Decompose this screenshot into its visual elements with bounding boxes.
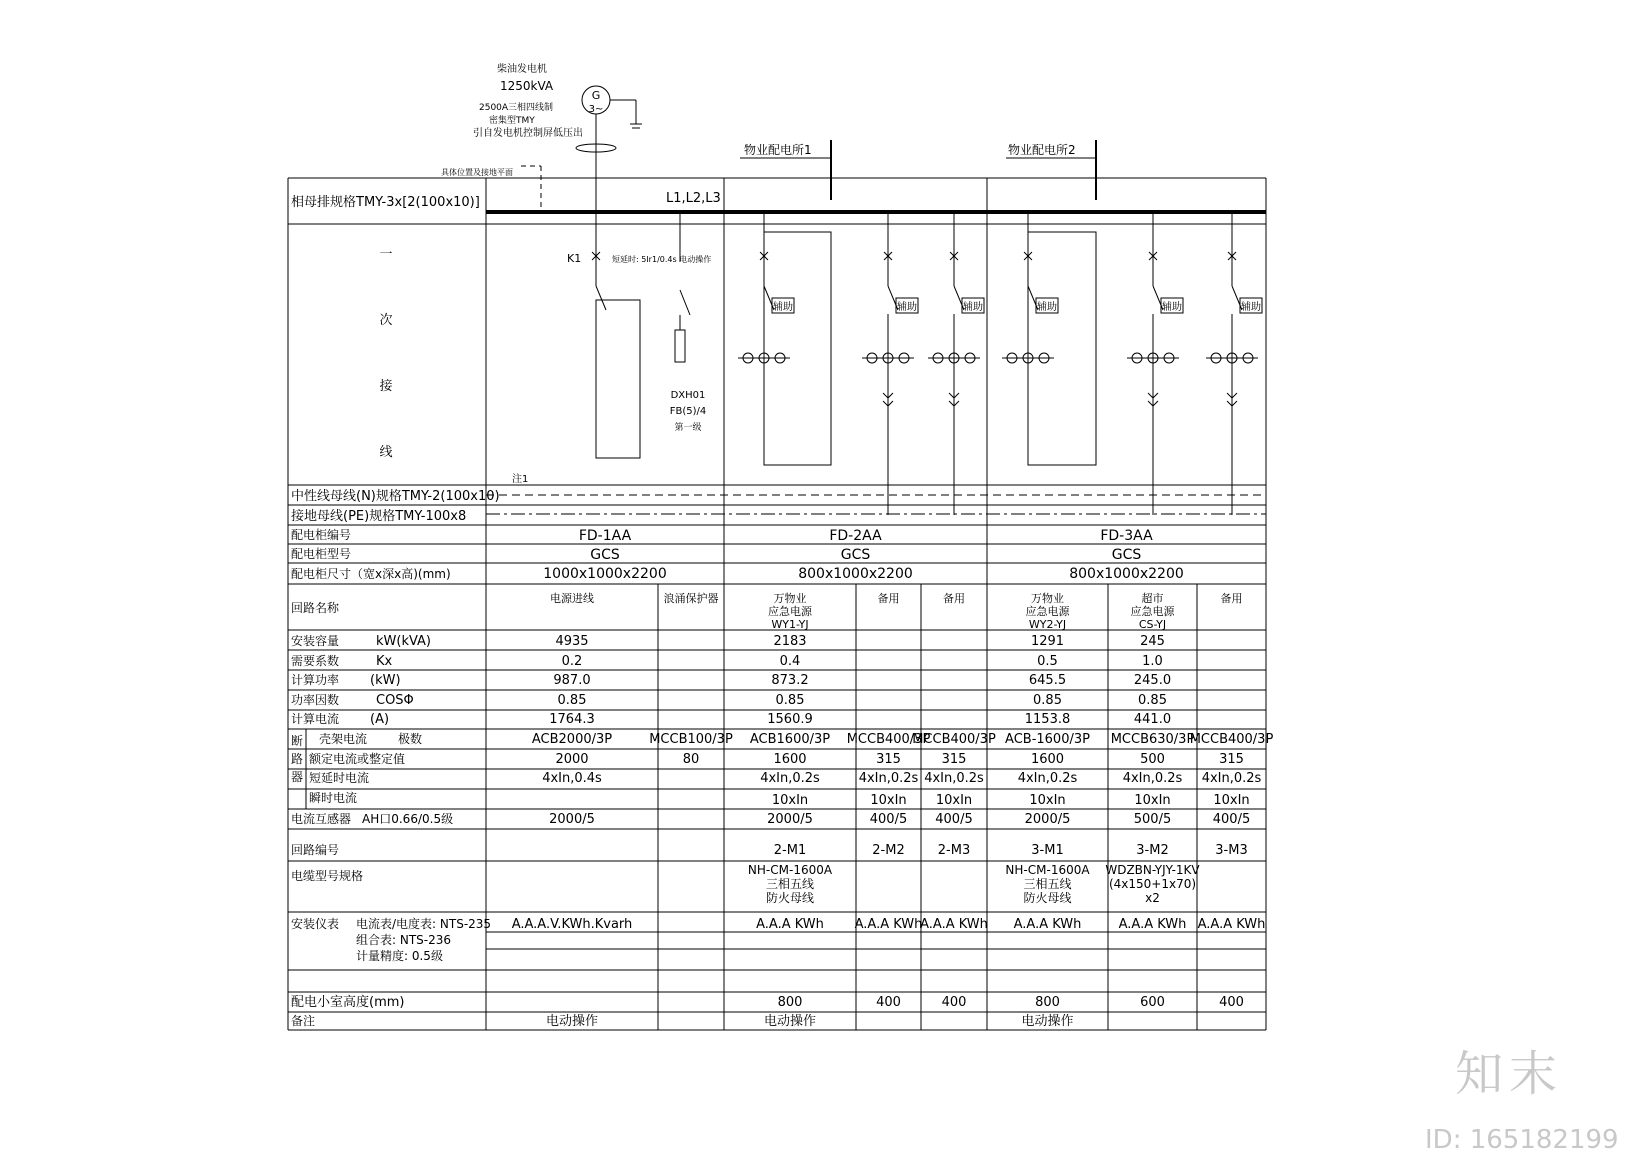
circuit-remark: 电动操作 [763,1014,817,1029]
main-breaker-note: 短延时: 5Ir1/0.4s 电动操作 [612,255,712,264]
row-header-meter-line: 组合表: NTS-236 [356,933,452,947]
watermark-logo: 知末 [1455,1046,1564,1102]
schedule-labels [291,62,1273,1029]
circuit-installed: 1291 [1030,634,1065,649]
circuit-calc-current: 1560.9 [767,712,813,727]
cabinet-number: FD-1AA [578,528,632,544]
spd-class: 第一级 [674,423,702,433]
circuit-remark: 电动操作 [545,1014,599,1029]
generator-note: 2500A三相四线制 [479,103,554,113]
row-header-circuit-no: 回路编号 [291,843,340,857]
wiring-diagram [486,86,1266,515]
row-header-breaker-poles: 极数 [398,732,423,746]
cable-chevron [1148,393,1153,398]
row-header-unit: COSΦ [376,693,414,708]
breaker-k1-label: K1 [567,252,582,265]
circuit-meters: A.A.A KWh [756,917,824,932]
spd-model: DXH01 [670,390,706,401]
circuit-name: 万物业 [1031,592,1064,605]
circuit-rated: 500 [1140,752,1165,767]
circuit-installed: 2183 [773,634,807,649]
circuit-installed: 4935 [555,634,589,649]
circuit-ct: 2000/5 [1024,812,1071,827]
generator-symbol-3: 3~ [588,104,604,115]
circuit-rated: 80 [682,752,700,767]
row-header-unit: Kx [376,654,393,669]
cabinet-model: GCS [840,547,871,563]
row-header-breaker-char: 器 [290,770,304,784]
circuit-calc-power: 873.2 [771,673,809,688]
circuit-meters: A.A.A KWh [1118,917,1187,932]
main-cable-loop-2 [764,232,831,465]
row-header-breaker-inst: 瞬时电流 [309,791,358,805]
circuit-breaker: MCCB630/3P [1110,732,1195,747]
circuit-inst: 10xIn [1134,793,1171,808]
circuit-cable: 防火母线 [765,891,815,905]
incoming-cable-loop [596,300,640,458]
circuit-inst: 10xIn [771,793,809,808]
circuit-name: 备用 [943,592,965,605]
circuit-cable: 三相五线 [765,877,815,891]
circuit-cable: NH-CM-1600A [747,863,833,877]
row-header-circuit-name: 回路名称 [291,601,340,615]
note1-label: 注1 [512,474,529,485]
circuit-inst: 10xIn [1213,793,1250,808]
circuit-rated: 1600 [773,752,807,767]
circuit-name: 浪涌保护器 [663,592,719,605]
circuit-name: WY2-YJ [1028,618,1067,631]
circuit-cable: x2 [1145,891,1160,905]
circuit-circuit-no: 3-M2 [1136,843,1169,858]
generator-note: 密集型TMY [489,116,535,126]
row-header-meter-line: 电流表/电度表: NTS-235 [356,917,492,931]
circuit-height: 400 [941,995,967,1010]
watermark-id: ID: 165182199 [1425,1125,1619,1155]
row-header-breaker-frame: 壳架电流 [319,732,368,746]
cabinet-model: GCS [1111,547,1142,563]
circuit-name: WY1-YJ [771,618,809,631]
circuit-meters: A.A.A KWh [920,917,988,932]
row-header-cable: 电缆型号规格 [291,869,364,883]
row-header-breaker-char: 断 [290,734,304,748]
ground-note: 具体位置及接地平面 [441,168,513,177]
circuit-short: 4xIn,0.2s [1017,771,1078,786]
circuit-short: 4xIn,0.4s [542,771,602,786]
row-header-main-bus: 相母排规格TMY-3x[2(100x10)] [291,195,480,210]
row-header-primary-char: 次 [379,313,393,328]
aux-label: 辅助 [1162,302,1182,313]
circuit-ct: 400/5 [935,812,973,827]
circuit-circuit-no: 2-M2 [872,843,905,858]
aux-label: 辅助 [1037,302,1057,313]
cable-chevron [888,393,893,398]
cabinet-number: FD-3AA [1100,528,1153,544]
circuit-pf: 0.85 [1033,693,1062,708]
cable-chevron [888,401,893,406]
circuit-meters: A.A.A KWh [1197,917,1266,932]
generator-label: 柴油发电机 [497,64,547,75]
circuit-breaker: ACB1600/3P [749,732,831,747]
cabinet-size: 1000x1000x2200 [543,566,667,582]
circuit-breaker: MCCB400/3P [1189,732,1274,747]
circuit-short: 4xIn,0.2s [760,771,820,786]
circuit-circuit-no: 2-M3 [937,843,971,858]
aux-label: 辅助 [963,302,983,313]
circuit-cable: WDZBN-YJY-1KV [1105,863,1200,877]
row-header-unit: (A) [370,712,390,727]
cable-chevron [883,393,888,398]
circuit-name: 备用 [1220,592,1243,605]
circuit-breaker: ACB-1600/3P [1005,732,1090,747]
circuit-inst: 10xIn [935,793,973,808]
cable-chevron [1153,393,1158,398]
circuit-height: 600 [1140,995,1165,1010]
circuit-calc-current: 1153.8 [1024,712,1071,727]
circuit-name: 万物业 [773,592,807,605]
circuit-calc-power: 245.0 [1133,673,1172,688]
circuit-kx: 0.4 [779,654,801,669]
row-header-calc-current: 计算电流 [291,712,340,726]
row-header-breaker-char: 路 [290,752,304,766]
spd-symbol [675,330,685,362]
generator-rating: 1250kVA [500,79,554,93]
cable-chevron [1148,401,1153,406]
circuit-name: 备用 [877,592,900,605]
circuit-ct: 500/5 [1133,812,1172,827]
circuit-height: 800 [1035,995,1060,1010]
row-header-primary-char: 接 [379,379,393,394]
cable-chevron [949,401,954,406]
circuit-meters: A.A.A KWh [1013,917,1082,932]
circuit-short: 4xIn,0.2s [924,771,984,786]
circuit-cable: (4x150+1x70) [1108,877,1197,891]
circuit-height: 800 [777,995,803,1010]
circuit-circuit-no: 2-M1 [773,843,807,858]
circuit-ct: 400/5 [869,812,908,827]
circuit-calc-power: 987.0 [553,673,591,688]
feeder-label-2: 物业配电所2 [1008,143,1076,157]
generator-symbol-g: G [591,89,601,102]
circuit-calc-power: 645.5 [1028,673,1067,688]
circuit-name: CS-YJ [1138,618,1167,631]
row-header-cabinet-model: 配电柜型号 [291,547,352,561]
row-header-ct: 电流互感器 [291,812,352,826]
circuit-rated: 315 [1219,752,1244,767]
circuit-height: 400 [1219,995,1244,1010]
row-header-meter-line: 计量精度: 0.5级 [356,949,443,963]
feeder-label-1: 物业配电所1 [744,143,812,157]
row-header-neutral: 中性线母线(N)规格TMY-2(100x10) [291,489,500,504]
row-header-pe: 接地母线(PE)规格TMY-100x8 [291,509,467,524]
circuit-pf: 0.85 [557,693,587,708]
circuit-circuit-no: 3-M3 [1215,843,1248,858]
circuit-installed: 245 [1140,634,1165,649]
cabinet-size: 800x1000x2200 [798,566,913,582]
aux-label: 辅助 [773,302,793,313]
bus-phase-label: L1,L2,L3 [666,191,721,206]
circuit-inst: 10xIn [1029,793,1066,808]
row-header-pf: 功率因数 [291,693,340,707]
circuit-name: 应急电源 [1025,605,1070,618]
row-header-installed: 安装容量 [291,634,340,648]
row-header-ct-spec: AH口0.66/0.5级 [362,812,454,826]
circuit-name: 应急电源 [768,605,812,618]
circuit-kx: 0.2 [561,654,583,669]
main-cable-loop-3 [1028,232,1096,465]
row-header-unit: kW(kVA) [376,634,432,649]
generator-note: 引自发电机控制屏低压出 [473,128,583,139]
circuit-pf: 0.85 [1138,693,1167,708]
circuit-rated: 2000 [555,752,589,767]
circuit-breaker: MCCB400/3P [846,732,931,747]
circuit-cable: 三相五线 [1023,877,1072,891]
circuit-ct: 2000/5 [549,812,595,827]
row-header-primary-char: 一 [379,247,393,262]
row-header-primary-char: 线 [379,445,393,460]
cable-chevron [949,393,954,398]
circuit-breaker: ACB2000/3P [531,732,613,747]
breaker-blade [596,286,606,310]
aux-label: 辅助 [1241,302,1261,313]
circuit-name: 应急电源 [1130,605,1175,618]
circuit-pf: 0.85 [775,693,805,708]
circuit-name: 电源进线 [550,592,594,605]
row-header-remarks: 备注 [291,1014,316,1028]
circuit-kx: 1.0 [1142,654,1163,669]
cabinet-model: GCS [590,547,620,563]
circuit-cable: 防火母线 [1023,891,1072,905]
row-header-cabinet-no: 配电柜编号 [291,528,352,542]
row-header-breaker-short: 短延时电流 [309,771,370,785]
circuit-rated: 315 [941,752,967,767]
circuit-calc-current: 441.0 [1133,712,1172,727]
cabinet-size: 800x1000x2200 [1069,566,1184,582]
circuit-inst: 10xIn [870,793,907,808]
cable-chevron [1227,393,1232,398]
row-header-kx: 需要系数 [291,654,340,668]
cable-chevron [1227,401,1232,406]
circuit-height: 400 [876,995,901,1010]
circuit-short: 4xIn,0.2s [1201,771,1262,786]
circuit-ct: 2000/5 [767,812,813,827]
row-header-calc-power: 计算功率 [291,673,340,687]
circuit-short: 4xIn,0.2s [858,771,919,786]
cable-chevron [954,393,959,398]
circuit-short: 4xIn,0.2s [1122,771,1183,786]
circuit-cable: NH-CM-1600A [1005,863,1090,877]
row-header-breaker-rated: 额定电流或整定值 [309,752,406,766]
circuit-meters: A.A.A KWh [854,917,923,932]
circuit-meters: A.A.A.V.KWh.Kvarh [511,917,633,932]
circuit-remark: 电动操作 [1021,1014,1074,1029]
circuit-circuit-no: 3-M1 [1031,843,1064,858]
row-header-compartment-height: 配电小室高度(mm) [291,995,405,1010]
spd-spec: FB(5)/4 [669,406,707,417]
circuit-rated: 1600 [1030,752,1065,767]
cable-chevron [1153,401,1158,406]
row-header-unit: (kW) [370,673,401,688]
circuit-kx: 0.5 [1037,654,1058,669]
cable-chevron [954,401,959,406]
aux-label: 辅助 [897,302,917,313]
circuit-breaker: MCCB100/3P [649,732,733,747]
cable-chevron [883,401,888,406]
cabinet-number: FD-2AA [829,528,882,544]
cable-chevron [1232,401,1237,406]
row-header-meters: 安装仪表 [291,917,340,931]
circuit-calc-current: 1764.3 [549,712,595,727]
circuit-name: 超市 [1141,592,1164,605]
row-header-cabinet-size: 配电柜尺寸（宽x深x高)(mm) [291,567,451,581]
spd-switch [680,290,690,315]
circuit-breaker: MCCB400/3P [912,732,996,747]
circuit-ct: 400/5 [1212,812,1251,827]
cable-chevron [1232,393,1237,398]
circuit-rated: 315 [876,752,901,767]
